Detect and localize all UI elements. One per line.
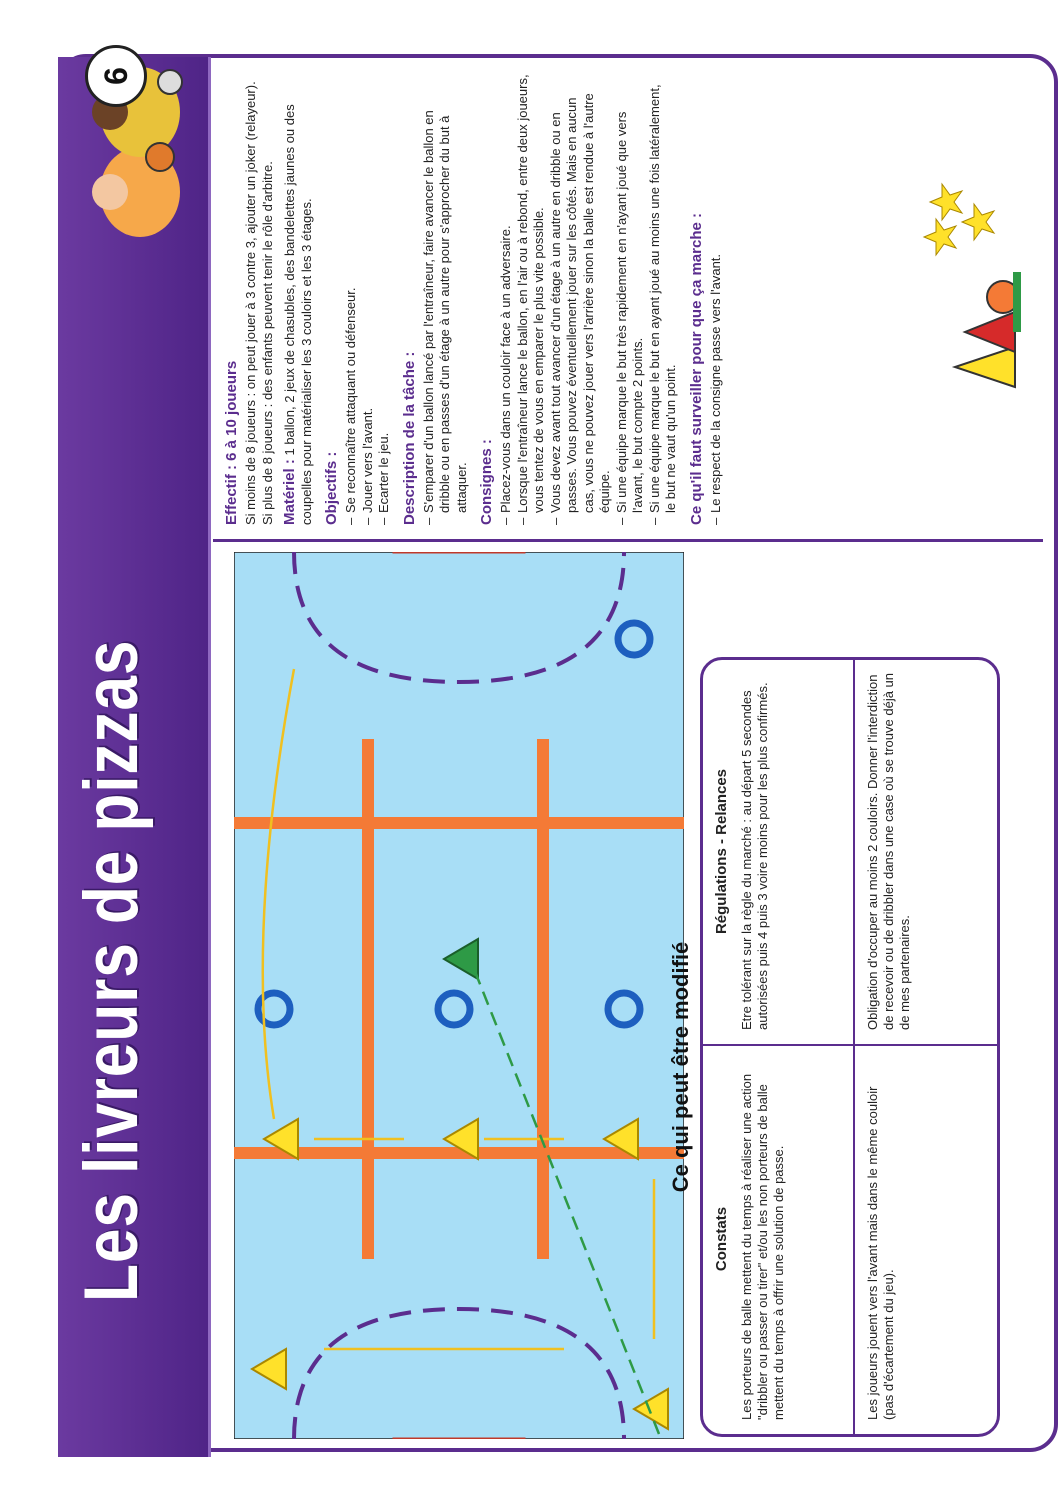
effectif-line: Si moins de 8 joueurs : on peut jouer à 3 contre 3, ajouter un joker (relayeur). (243, 81, 258, 525)
list-item: – Le respect de la consigne passe vers l'avant. (708, 72, 725, 525)
page-title: Les livreurs de pizzas (69, 639, 154, 1302)
consignes-list (498, 72, 680, 525)
instructions-column (213, 54, 1043, 539)
column-divider (213, 539, 1043, 542)
column-divider (703, 1044, 997, 1046)
constat-cell: Les joueurs jouent vers l'avant mais dans le même couloir (pas d'écartement du jeu). (865, 1086, 896, 1420)
objectifs-heading: Objectifs : (323, 451, 340, 525)
list-item: – Lorsque l'entraîneur lance le ballon, en l'air ou à rebond, entre deux joueurs, vous tentez de vous en emparer le plus vite possible. (515, 72, 548, 525)
court-diagram (234, 552, 684, 1439)
age-range: 6 à 10 (948, 318, 964, 357)
regulations-header: Régulations - Relances (713, 768, 730, 935)
modifications-title: Ce qui peut être modifié (668, 941, 693, 1193)
floor-line-v2 (234, 817, 684, 829)
surveiller-list (708, 72, 725, 525)
list-item: – Jouer vers l'avant. (360, 72, 377, 525)
row-divider (853, 660, 855, 1434)
constat-cell: Les porteurs de balle mettent du temps à réaliser une action "dribbler ou passer ou tirer" et/ou les non porteurs de balle mettent du temps à offrir une solution de passe. (739, 1073, 786, 1420)
list-item: – Si une équipe marque le but en ayant joué au moins une fois latéralement, le but ne vaut qu'un point. (647, 72, 680, 525)
card-number-badge: 6 (85, 45, 147, 107)
effectif-line: Si plus de 8 joueurs : des enfants peuvent tenir le rôle d'arbitre. (259, 161, 275, 525)
description-list (421, 72, 471, 525)
effectif-heading: Effectif : 6 à 10 joueurs (223, 360, 240, 525)
list-item: – Se reconnaître attaquant ou défenseur. (343, 72, 360, 525)
materiel-heading: Matériel : (281, 459, 298, 525)
materiel-paragraph (282, 72, 315, 525)
materiel-text: 1 ballon, 2 jeux de chasubles, des bandelettes jaunes ou des coupelles pour matérialiser les 3 couloirs et les 3 étages. (282, 104, 314, 525)
equipment-icon (925, 247, 1035, 407)
objectifs-list (343, 72, 393, 525)
list-item: – S'emparer d'un ballon lancé par l'entraîneur, faire avancer le ballon en dribble ou en passes d'un étage à un autre pour s'approcher du but à attaquer. (421, 72, 471, 525)
surveiller-heading: Ce qu'il faut surveiller pour que ça marche : (687, 213, 705, 525)
floor-line-h1 (362, 739, 374, 1259)
regulation-cell: Obligation d'occuper au moins 2 couloirs. Donner l'interdiction de recevoir ou de dribbler dans une case où se trouve déjà un de mes partenaires. (865, 672, 912, 1030)
list-item: – Placez-vous dans un couloir face à un adversaire. (498, 72, 515, 525)
regulation-cell: Etre tolérant sur la règle du marché : au départ 5 secondes autorisées puis 4 puis 3 voire moins pour les plus confirmés. (739, 682, 770, 1030)
list-item: – Ecarter le jeu. (376, 72, 393, 525)
difficulty-stars (920, 177, 1000, 257)
constats-header: Constats (713, 1206, 730, 1272)
list-item: – Vous devez avant tout avancer d'un étage à un autre en dribble ou en passes. Vous pouvez éventuellement jouer sur les côtés. Mais en aucun cas, vous ne pouvez jouer vers l'arrière sinon la balle est rendue à l'autre équipe. (548, 72, 614, 525)
modifications-table (700, 657, 1000, 1437)
description-heading: Description de la tâche : (400, 351, 418, 525)
floor-line-h2 (537, 739, 549, 1259)
consignes-heading: Consignes : (478, 439, 495, 525)
list-item: – Si une équipe marque le but très rapidement en n'ayant joué que vers l'avant, le but compte 2 points. (614, 72, 647, 525)
